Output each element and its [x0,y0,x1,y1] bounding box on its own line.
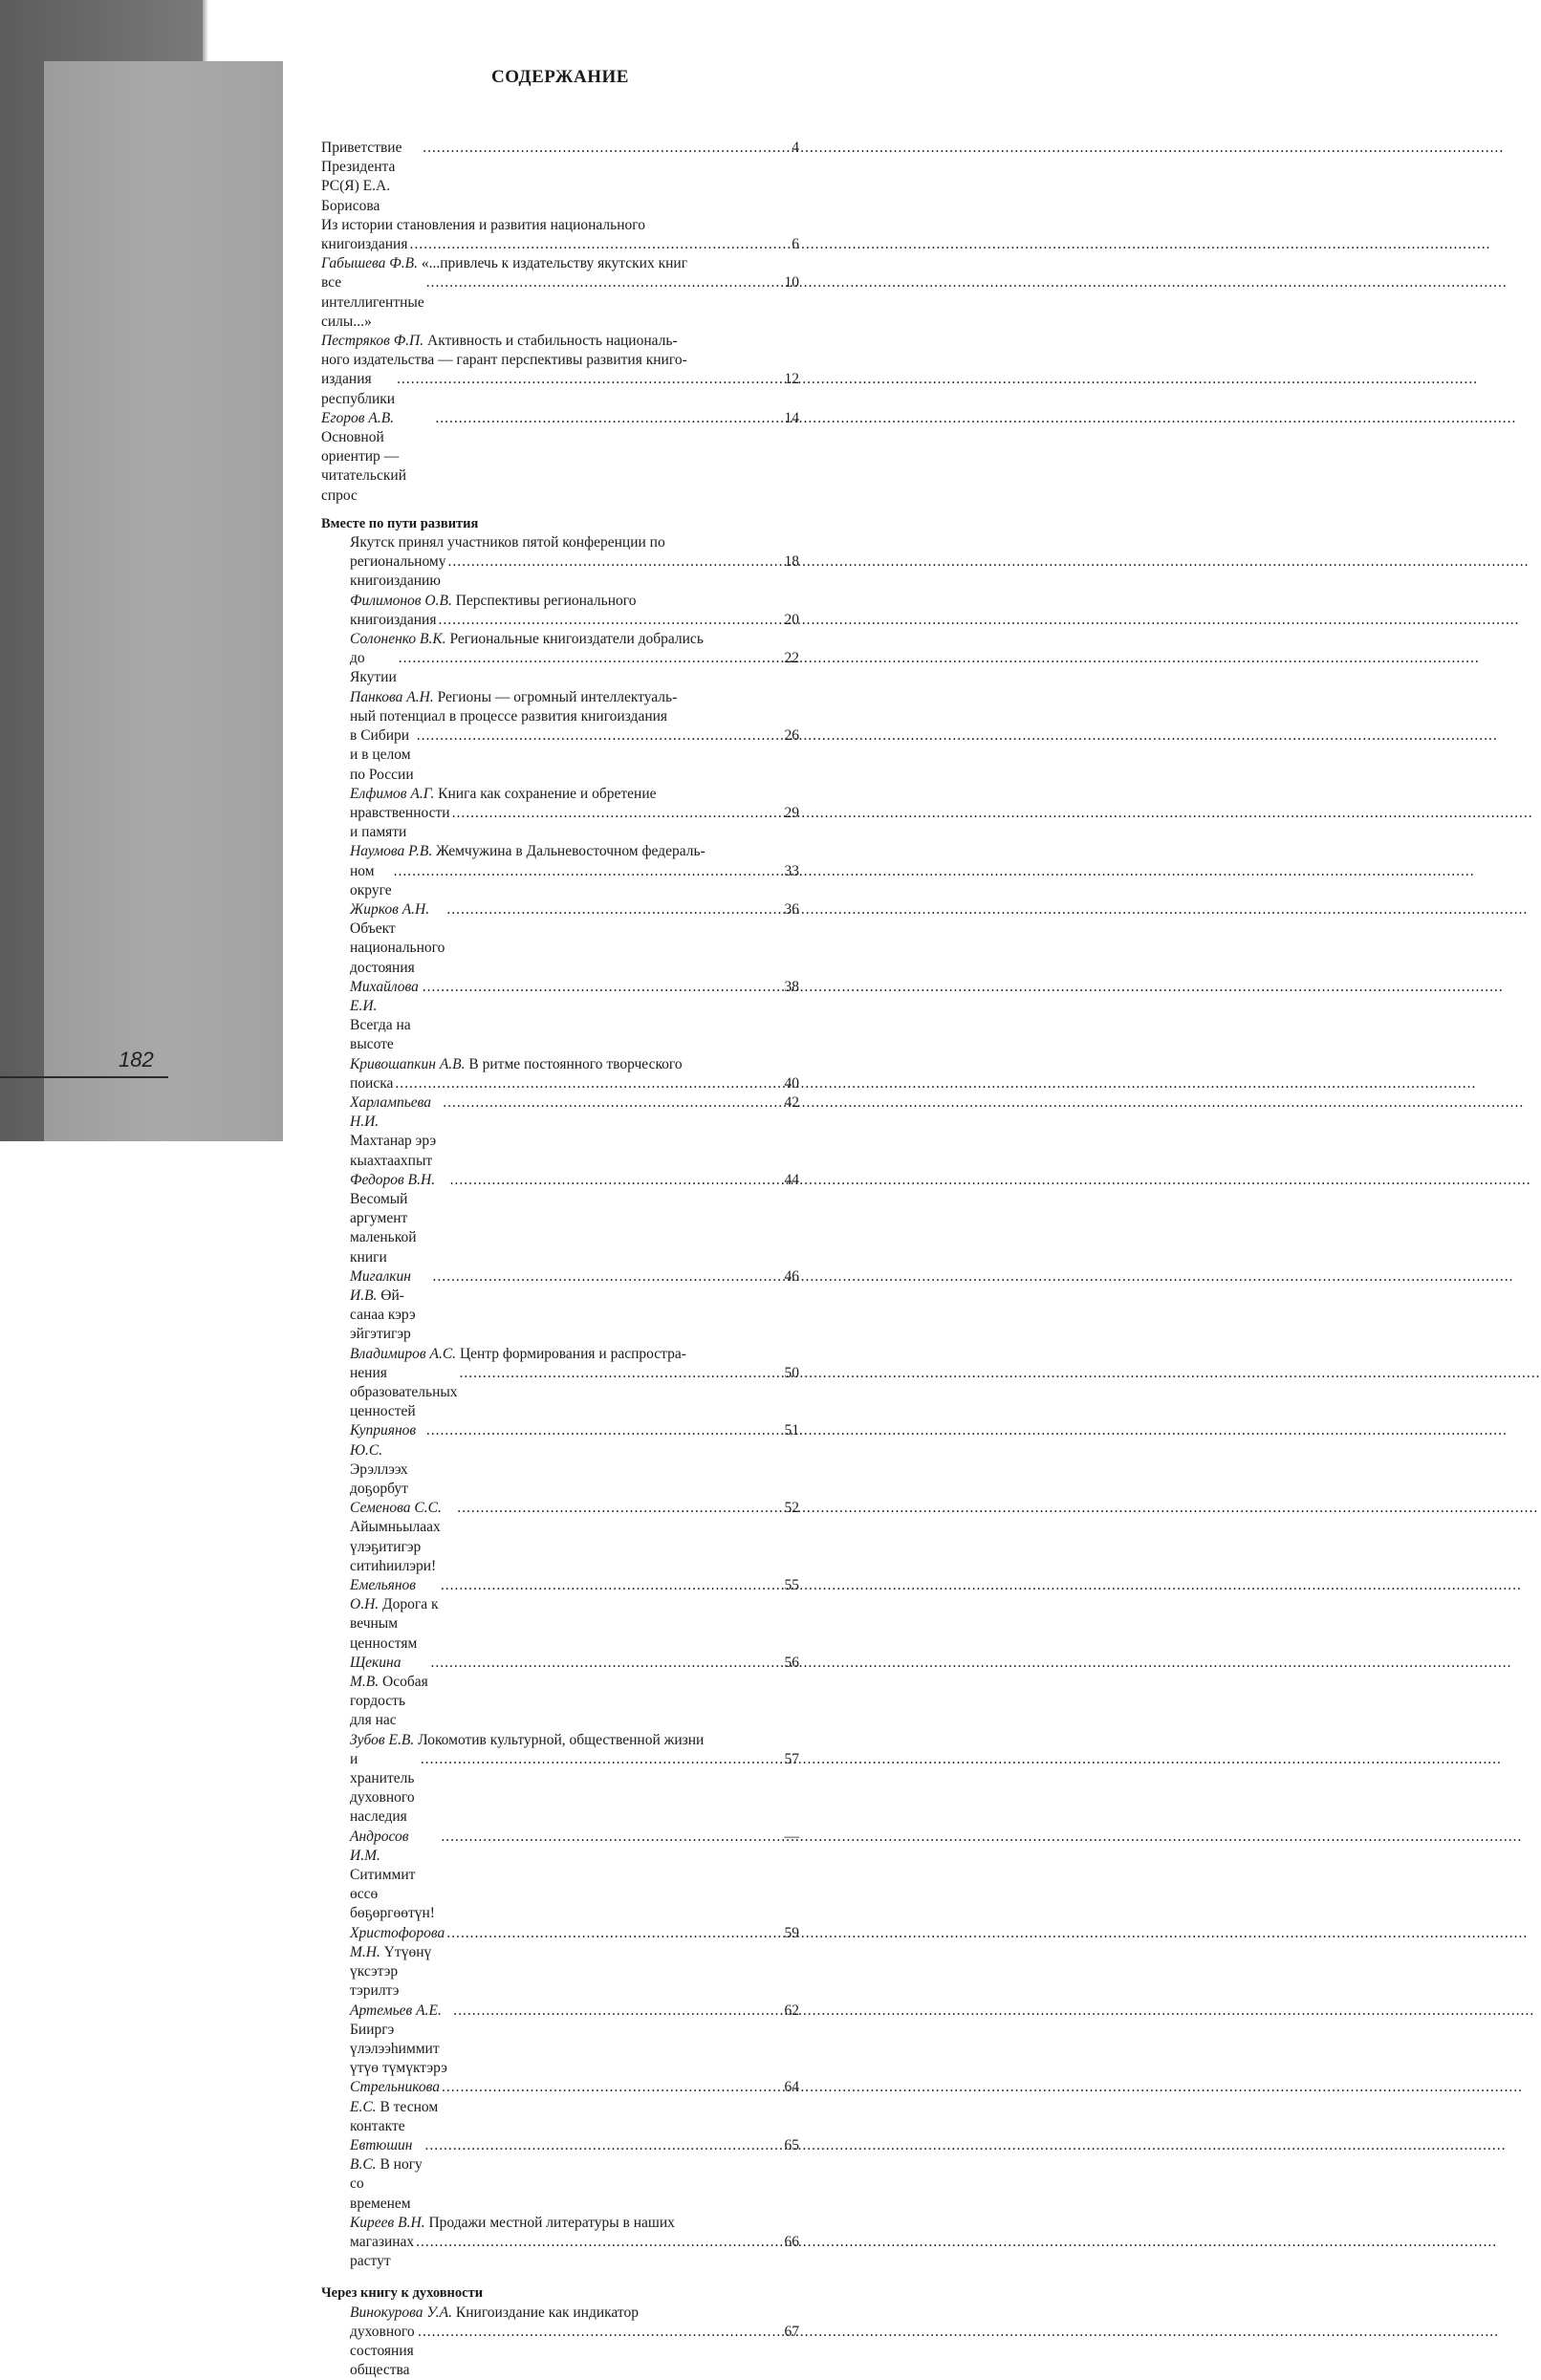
entry-page-number: 14 [784,409,799,426]
entry-title-text: Дорога к вечным ценностям [350,1596,439,1652]
entry-author: Евтюшин В.С. [350,2136,413,2174]
entry-last-line [350,1654,799,1731]
entry-title-part: ный потенциал в процессе развития книгоиздания [350,707,668,725]
entry-page-number: 26 [784,727,799,745]
toc-entry [321,139,799,216]
leader-dots [421,1750,783,1769]
entry-title-part: Региональные книгоиздатели добрались [445,631,704,648]
entry-title-text: Үтүөнү үксэтэр тэрилтэ [350,1943,432,2000]
entry-title-text: региональному книгоизданию [350,553,446,590]
entry-title-text: Основной ориентир — читательский спрос [321,429,406,504]
entry-page-number: 22 [784,650,799,667]
entry-title-part [350,552,445,591]
entry-line [350,688,799,707]
toc-entry [350,1093,799,1171]
entry-author: Панкова А.Н. [350,688,434,705]
leader-dots [431,1654,783,1673]
entry-page-number: 64 [784,2079,799,2096]
leader-dots [417,726,783,746]
leader-dots [423,139,790,158]
entry-author: Филимонов О.В. [350,592,452,609]
entry-last-line [350,726,799,785]
entry-title-part [350,1171,448,1267]
entry-page-number: 67 [784,2323,799,2340]
entry-page-number: 56 [784,1654,799,1671]
entry-line [350,785,799,804]
toc-entry [350,1828,799,1924]
section-heading: Через книгу к духовности [321,2285,484,2302]
toc-entry [350,785,799,843]
entry-last-line [350,804,799,842]
entry-title-part: Жемчужина в Дальневосточном федераль- [432,843,705,860]
toc-entry [350,1055,799,1093]
entry-page-number: 29 [784,804,799,821]
leader-dots [395,1074,782,1093]
entry-title-part: Книга как сохранение и обретение [434,785,657,802]
leader-dots [394,862,783,881]
entry-last-line [350,1364,799,1422]
leader-dots [441,1576,783,1595]
entry-title-part [350,900,445,978]
entry-author: Пестряков Ф.П. [321,333,424,350]
toc-entry [350,1499,799,1576]
entry-title-part [350,649,397,687]
entry-last-line [321,235,799,254]
entry-page-number: 51 [784,1422,799,1439]
entry-title-part [350,1267,430,1345]
entry-title-text: Всегда на высоте [350,1017,411,1053]
entry-line [350,842,799,861]
entry-last-line [321,370,799,408]
entry-line [350,592,799,611]
entry-page-number: 36 [784,900,799,918]
entry-author: Стрельникова Е.С. [350,2079,441,2115]
entry-title-part [350,726,415,785]
entry-title-text: нравственности и памяти [350,804,450,841]
entry-author: Наумова Р.В. [350,843,433,860]
entry-line [350,1055,799,1074]
entry-line [321,254,799,273]
entry-title-part [350,1576,439,1654]
entry-last-line [350,900,799,978]
leader-dots [397,370,782,389]
toc-entry [350,1267,799,1345]
entry-title-part [321,370,395,408]
entry-author: Киреев В.Н. [350,2214,425,2231]
leader-dots [447,552,782,572]
entry-author: Щекина М.В. [350,1654,402,1691]
entry-title-part [350,2001,451,2079]
entry-last-line [350,2233,799,2271]
entry-last-line [350,2078,799,2136]
entry-title-part [350,2078,440,2136]
entry-last-line [350,611,799,630]
toc-entry [350,2304,799,2380]
entry-author: Жирков А.Н. [350,900,430,918]
toc-entry [350,1576,799,1654]
entry-title-text: и хранитель духовного наследия [350,1750,415,1826]
entry-title-part: Перспективы регионального [451,592,637,609]
entry-author: Артемьев А.Е. [350,2001,442,2019]
entry-page-number: 33 [784,862,799,879]
entry-title-text: Өй-санаа кэрэ эйгэтигэр [350,1287,416,1343]
entry-author: Емельянов О.Н. [350,1577,417,1613]
entry-title-part: Регионы — огромный интеллектуаль- [433,688,678,705]
entry-page-number: 55 [784,1577,799,1594]
entry-title-text: до Якутии [350,650,397,686]
toc-entry [350,1731,799,1828]
leader-dots [446,900,782,920]
toc-entry [350,688,799,785]
entry-title-part [321,139,421,216]
toc-entry [350,2078,799,2136]
entry-last-line [350,1093,799,1171]
toc-entry [321,409,799,506]
toc-entry [321,216,799,254]
entry-page-number: 59 [784,1924,799,1941]
toc-entry [350,1345,799,1422]
entry-last-line [350,862,799,900]
entry-page-number: 20 [784,611,799,628]
entry-line [321,351,799,370]
entry-title-text: книгоиздания [350,611,437,628]
entry-page-number: 50 [784,1364,799,1381]
entry-line [350,630,799,649]
entry-page-number: 65 [784,2136,799,2153]
leader-dots [423,978,783,997]
leader-dots [416,2233,782,2252]
leader-dots [426,273,783,292]
entry-author: Куприянов Ю.С. [350,1422,417,1459]
entry-page-number: 12 [784,371,799,388]
leader-dots [418,2323,782,2342]
entry-author: Семенова С.С. [350,1500,442,1517]
entry-line [321,216,799,235]
toc-entry [350,592,799,630]
entry-last-line [321,409,799,506]
entry-last-line [350,2001,799,2079]
entry-author: Михайлова Е.И. [350,978,419,1014]
entry-title-text: В ногу со временем [350,2156,423,2212]
entry-page-number: 62 [784,2001,799,2019]
entry-title-text: поиска [350,1074,394,1092]
entry-page-number: — [784,1828,799,1845]
toc-entry [350,2001,799,2079]
entry-last-line [350,649,799,687]
table-of-contents [321,139,799,2380]
entry-page-number: 6 [792,236,799,253]
entry-title-text: все интеллигентные силы...» [321,274,424,330]
entry-page-number: 46 [784,1267,799,1285]
entry-page-number: 4 [792,140,799,156]
entry-author: Христофорова М.Н. [350,1924,445,1960]
entry-page-number: 44 [784,1171,799,1188]
entry-last-line [350,2136,799,2214]
toc-entry [350,2136,799,2214]
section-heading: Вместе по пути развития [321,515,479,531]
entry-title-part [350,862,392,900]
entry-line [350,2304,799,2323]
entry-title-part [321,235,407,254]
toc-entry [350,978,799,1055]
entry-title-text: Бииргэ үлэлээһиммит үтүө түмүктэрэ [350,2021,447,2077]
entry-title-part: Локомотив культурной, общественной жизни [414,1731,705,1748]
leader-dots [452,804,783,823]
leader-dots [446,1924,782,1943]
entry-last-line [350,1828,799,1924]
toc-entry [350,630,799,688]
toc-entry [350,842,799,900]
entry-author: Мигалкин И.В. [350,1267,411,1304]
toc-entry [350,1924,799,2001]
entry-author: Винокурова У.А. [350,2304,453,2321]
leader-dots [435,409,782,428]
entry-title-part: Центр формирования и распростра- [456,1345,686,1362]
entry-last-line [350,1576,799,1654]
entry-line [350,707,799,726]
entry-author: Владимиров А.С. [350,1345,457,1362]
toc-section-2-group [321,2304,799,2380]
entry-line [350,1731,799,1750]
entry-title-text: магазинах растут [350,2233,415,2270]
entry-last-line [350,1171,799,1267]
entry-title-text: Приветствие Президента РС(Я) Е.А. Борисова [321,140,402,214]
toc-entry [350,1421,799,1499]
entry-author: Солоненко В.К. [350,631,446,648]
entry-title-part [350,1750,419,1828]
entry-title-part: Книгоиздание как индикатор [452,2304,639,2321]
leader-dots [457,1499,782,1518]
entry-last-line [350,1267,799,1345]
entry-author: Кривошапкин А.В. [350,1055,466,1072]
entry-last-line [350,978,799,1055]
entry-title-part: «...привлечь к издательству якутских книг [418,255,688,272]
toc-entry [350,1171,799,1267]
leader-dots [426,1421,783,1440]
entry-author: Андросов И.М. [350,1828,409,1864]
entry-last-line [350,1421,799,1499]
entry-title-part [350,978,421,1055]
entry-author: Елфимов А.Г. [350,785,435,802]
entry-title-part [350,2136,423,2214]
toc-entry [321,332,799,409]
entry-title-part [350,1828,439,1924]
entry-author: Харлампьева Н.И. [350,1093,432,1131]
entry-line [350,1345,799,1364]
page-number-rule [0,1076,168,1078]
entry-title-part: Якутск принял участников пятой конференции по [350,534,665,552]
entry-title-part [350,2233,414,2271]
leader-dots [432,1267,782,1287]
entry-title-part [350,804,450,842]
entry-title-part: Продажи местной литературы в наших [424,2214,675,2231]
entry-author: Зубов Е.В. [350,1731,415,1748]
leader-dots [453,2001,782,2021]
entry-author: Федоров В.Н. [350,1171,436,1188]
entry-last-line [350,1924,799,2001]
entry-author: Егоров А.В. [321,409,395,426]
entry-title-part [350,1924,445,2001]
leader-dots [443,1093,782,1113]
entry-line [350,2214,799,2233]
entry-title-text: книгоиздания [321,236,408,253]
entry-title-part [350,1364,458,1422]
toc-entry [350,1654,799,1731]
entry-title-text: нения образовательных ценностей [350,1364,458,1420]
entry-line [350,533,799,552]
entry-page-number: 18 [784,553,799,571]
entry-title-part [321,409,433,506]
leader-dots [399,649,783,668]
leader-dots [424,2136,782,2155]
entry-page-number: 40 [784,1074,799,1092]
entry-last-line [350,1499,799,1576]
entry-title-part [350,1499,455,1576]
entry-title-part: В ритме постоянного творческого [465,1055,683,1072]
entry-title-part [350,1654,429,1731]
entry-title-text: в Сибири и в целом по России [350,727,414,783]
entry-title-part: Из истории становления и развития национального [321,216,645,233]
entry-page-number: 57 [784,1750,799,1767]
entry-title-part: Активность и стабильность националь- [423,333,678,350]
entry-title-text: Махтанар эрэ кыахтаахпыт [350,1133,437,1169]
entry-title-part [321,273,424,332]
entry-title-text: издания республики [321,371,396,407]
leader-dots [441,1828,782,1847]
entry-last-line [350,2323,799,2380]
entry-page-number: 66 [784,2233,799,2250]
entry-author: Габышева Ф.В. [321,255,418,272]
page-number: 182 [119,1048,154,1071]
entry-line [321,332,799,351]
decorative-light-band [44,61,283,1141]
entry-page-number: 38 [784,978,799,995]
entry-page-number: 10 [784,274,799,292]
entry-title-part [350,1093,441,1171]
entry-title-text: Ситиммит өссө бөҕөргөөтүн! [350,1867,435,1922]
toc-entry [350,2214,799,2272]
entry-title-text: Айымньылаах үлэҕитигэр ситиһиилэри! [350,1519,441,1574]
leader-dots [438,611,782,630]
toc-entry [350,533,799,592]
entry-title-text: Объект национального достояния [350,920,445,976]
entry-last-line [321,139,799,216]
leader-dots [450,1171,783,1190]
entry-title-text: ном округе [350,862,392,898]
entry-page-number: 52 [784,1500,799,1517]
entry-last-line [350,1074,799,1093]
entry-title-text: В тесном контакте [350,2098,439,2134]
entry-title-part [350,611,436,630]
leader-dots [460,1364,783,1383]
entry-last-line [350,552,799,591]
entry-page-number: 42 [784,1093,799,1111]
entry-title-text: Весомый аргумент маленькой книги [350,1190,417,1266]
entry-title-part [350,1421,424,1499]
leader-dots [409,235,790,254]
entry-title-text: Эрэллээх доҕорбут [350,1460,408,1498]
toc-entry [321,254,799,332]
toc-entry [350,900,799,978]
entry-title-text: духовного состояния общества [350,2323,415,2379]
page-title: СОДЕРЖАНИЕ [491,67,629,87]
toc-intro-group [321,139,799,506]
entry-title-part [350,2323,416,2380]
leader-dots [442,2078,782,2097]
entry-title-text: Особая гордость для нас [350,1674,428,1729]
entry-title-part: ного издательства — гарант перспективы развития книго- [321,352,687,369]
entry-last-line [321,273,799,332]
entry-last-line [350,1750,799,1828]
entry-title-part [350,1074,393,1093]
toc-section-1-group [321,533,799,2271]
